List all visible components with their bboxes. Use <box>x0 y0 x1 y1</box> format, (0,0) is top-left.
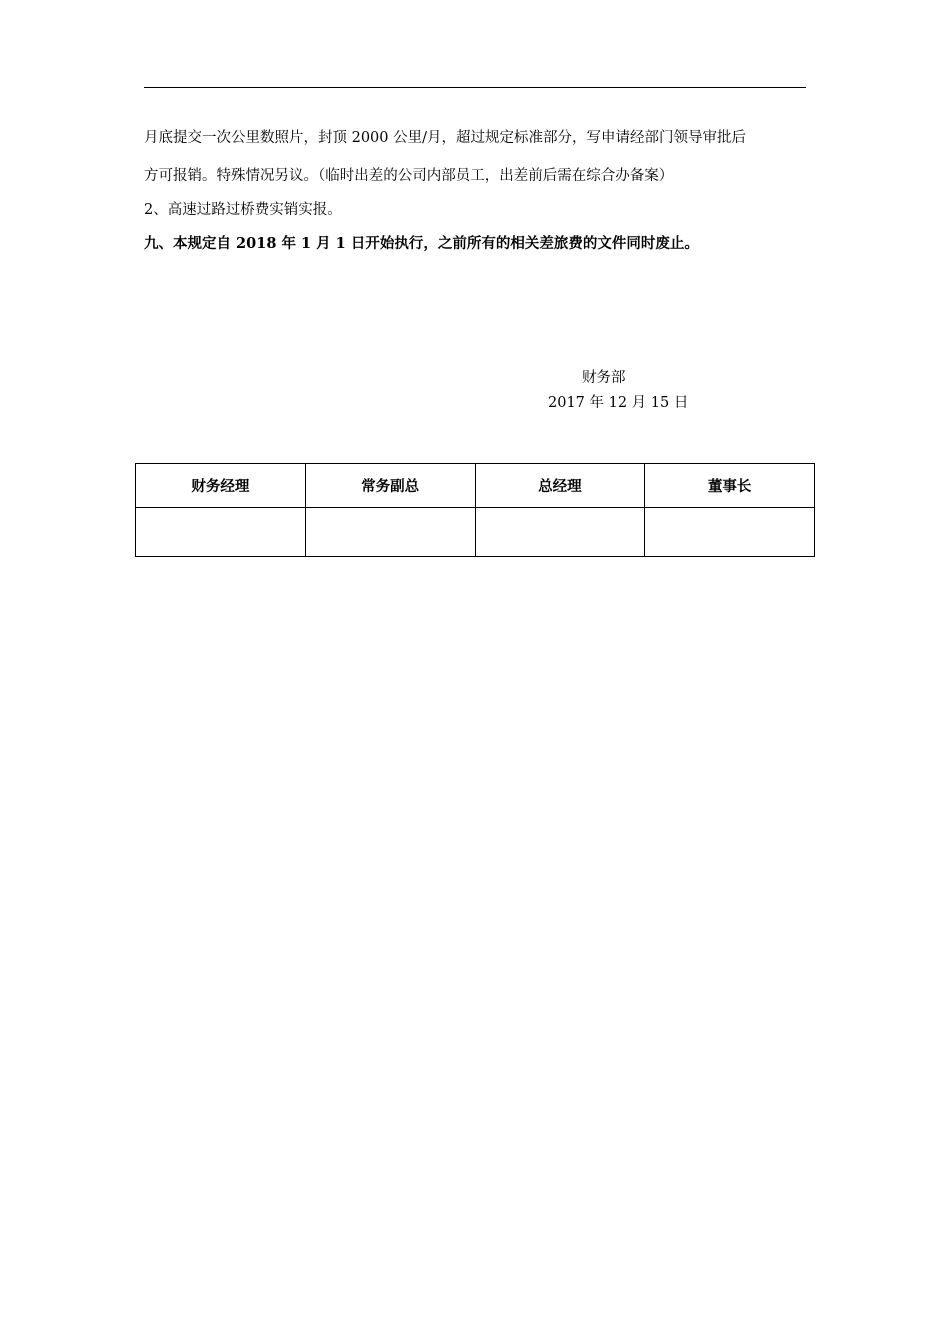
approval-signature-cell <box>136 508 306 557</box>
approval-signature-cell <box>645 508 815 557</box>
approval-header-chairman: 董事长 <box>645 464 815 508</box>
approval-header-finance-manager: 财务经理 <box>136 464 306 508</box>
paragraph-toll-fees: 2、高速过路过桥费实销实报。 <box>144 202 342 218</box>
approval-signature-cell <box>305 508 475 557</box>
approval-header-general-manager: 总经理 <box>475 464 645 508</box>
approval-signature-row <box>136 508 815 557</box>
paragraph-mileage-limit: 月底提交一次公里数照片，封顶 2000 公里/月，超过规定标准部分，写申请经部门领导审批后 <box>144 130 747 146</box>
paragraph-effective-date: 九、本规定自 2018 年 1 月 1 日开始执行，之前所有的相关差旅费的文件同时废止。 <box>144 235 699 252</box>
approval-table <box>135 463 815 557</box>
header-rule <box>144 87 806 88</box>
approval-signature-cell <box>475 508 645 557</box>
signature-department: 财务部 <box>582 370 626 386</box>
paragraph-reimbursement-note: 方可报销。特殊情况另议。（临时出差的公司内部员工，出差前后需在综合办备案） <box>144 168 674 184</box>
approval-header-row <box>136 464 815 508</box>
approval-header-executive-vp: 常务副总 <box>305 464 475 508</box>
signature-date: 2017 年 12 月 15 日 <box>548 395 689 411</box>
